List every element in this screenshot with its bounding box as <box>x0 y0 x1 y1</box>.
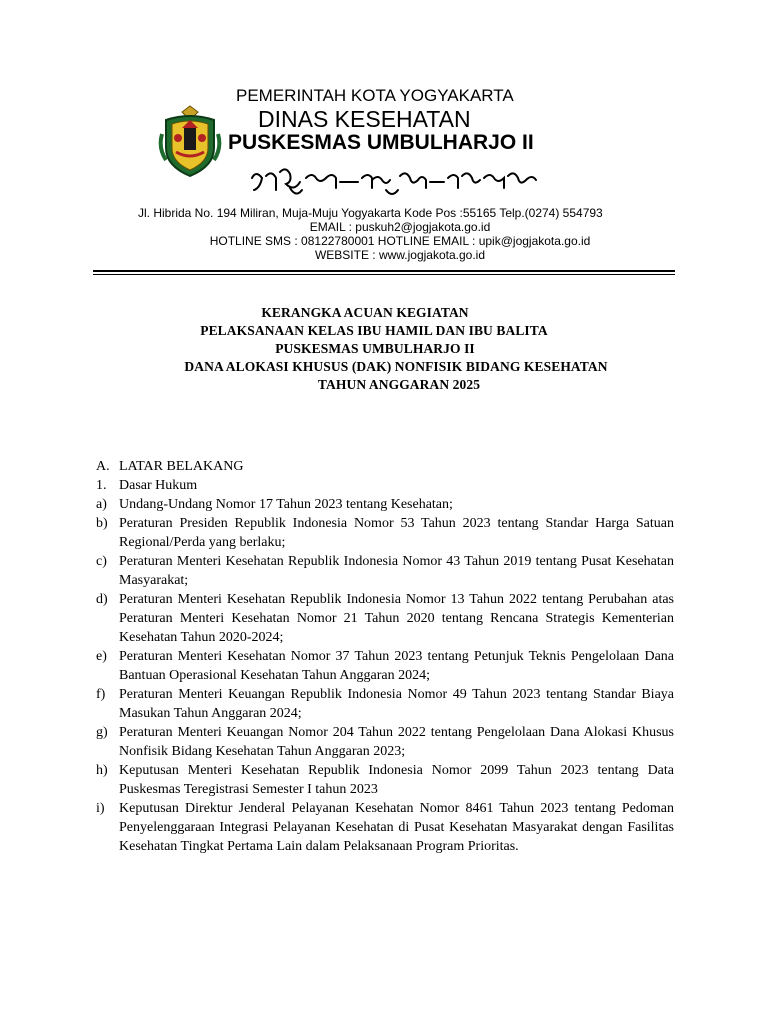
item-text: Peraturan Menteri Kesehatan Republik Indonesia Nomor 43 Tahun 2019 tentang Pusat Kesehatan Masyarakat; <box>119 554 674 588</box>
letterhead-divider-thick <box>93 270 675 272</box>
item-label: i) <box>96 801 105 816</box>
item-label: f) <box>96 687 106 702</box>
yogyakarta-emblem-icon <box>158 104 222 178</box>
legal-basis-item <box>96 647 674 685</box>
legal-basis-item <box>96 590 674 647</box>
subsection-title: Dasar Hukum <box>119 478 198 493</box>
section-title: LATAR BELAKANG <box>119 459 244 474</box>
section-heading <box>96 457 674 476</box>
legal-basis-item <box>96 761 674 799</box>
address-line: Jl. Hibrida No. 194 Miliran, Muja-Muju Yogyakarta Kode Pos :55165 Telp.(0274) 554793 <box>138 206 603 220</box>
item-text: Peraturan Menteri Kesehatan Republik Indonesia Nomor 13 Tahun 2022 tentang Perubahan atas Peraturan Menteri Kesehatan Nomor 21 Tahun 2020 tentang Rencana Strategis Kementerian Kesehatan Tahun 2020-2024; <box>119 592 674 645</box>
legal-basis-item <box>96 723 674 761</box>
javanese-script-logotype <box>250 166 540 200</box>
document-body <box>96 457 674 856</box>
legal-basis-item <box>96 514 674 552</box>
section-label: A. <box>96 459 110 474</box>
document-title-line-4: DANA ALOKASI KHUSUS (DAK) NONFISIK BIDANG KESEHATAN <box>184 359 608 374</box>
letterhead-divider-thin <box>93 274 675 275</box>
item-label: e) <box>96 649 107 664</box>
item-text: Peraturan Menteri Keuangan Republik Indonesia Nomor 49 Tahun 2023 tentang Standar Biaya Masukan Tahun Anggaran 2024; <box>119 687 674 721</box>
subsection-label: 1. <box>96 478 107 493</box>
item-label: b) <box>96 516 108 531</box>
item-label: h) <box>96 763 108 778</box>
document-title-line-3: PUSKESMAS UMBULHARJO II <box>275 341 475 356</box>
item-text: Keputusan Menteri Kesehatan Republik Indonesia Nomor 2099 Tahun 2023 tentang Data Puskesmas Teregistrasi Semester I tahun 2023 <box>119 763 674 797</box>
item-text: Peraturan Presiden Republik Indonesia Nomor 53 Tahun 2023 tentang Standar Harga Satuan Regional/Perda yang berlaku; <box>119 516 674 550</box>
item-text: Peraturan Menteri Keuangan Nomor 204 Tahun 2022 tentang Pengelolaan Dana Alokasi Khusus Nonfisik Bidang Kesehatan Tahun Anggaran 2023; <box>119 725 674 759</box>
website-line: WEBSITE : www.jogjakota.go.id <box>314 248 486 262</box>
government-name: PEMERINTAH KOTA YOGYAKARTA <box>236 86 514 105</box>
item-label: d) <box>96 592 108 607</box>
item-label: g) <box>96 725 108 740</box>
document-title-line-1: KERANGKA ACUAN KEGIATAN <box>261 305 469 320</box>
item-label: c) <box>96 554 107 569</box>
legal-basis-item <box>96 495 674 514</box>
document-title-line-2: PELAKSANAAN KELAS IBU HAMIL DAN IBU BALITA <box>200 323 548 338</box>
subsection-heading <box>96 476 674 495</box>
item-text: Peraturan Menteri Kesehatan Nomor 37 Tahun 2023 tentang Petunjuk Teknis Pengelolaan Dana Bantuan Operasional Kesehatan Tahun Anggaran 2024; <box>119 649 674 683</box>
puskesmas-name: PUSKESMAS UMBULHARJO II <box>228 131 534 154</box>
legal-basis-item <box>96 685 674 723</box>
document-title-line-5: TAHUN ANGGARAN 2025 <box>317 377 481 392</box>
legal-basis-item <box>96 552 674 590</box>
agency-name: DINAS KESEHATAN <box>258 106 471 132</box>
email-line: EMAIL : puskuh2@jogjakota.go.id <box>309 220 491 234</box>
legal-basis-item <box>96 799 674 856</box>
hotline-line: HOTLINE SMS : 08122780001 HOTLINE EMAIL : upik@jogjakota.go.id <box>209 234 591 248</box>
item-text: Undang-Undang Nomor 17 Tahun 2023 tentang Kesehatan; <box>119 497 453 512</box>
item-text: Keputusan Direktur Jenderal Pelayanan Kesehatan Nomor 8461 Tahun 2023 tentang Pedoman Penyelenggaraan Integrasi Pelayanan Kesehatan di Pusat Kesehatan Masyarakat dengan Fasilitas Kesehatan Tingkat Pertama Lain dalam Pelaksanaan Program Prioritas. <box>119 801 674 854</box>
item-label: a) <box>96 497 107 512</box>
